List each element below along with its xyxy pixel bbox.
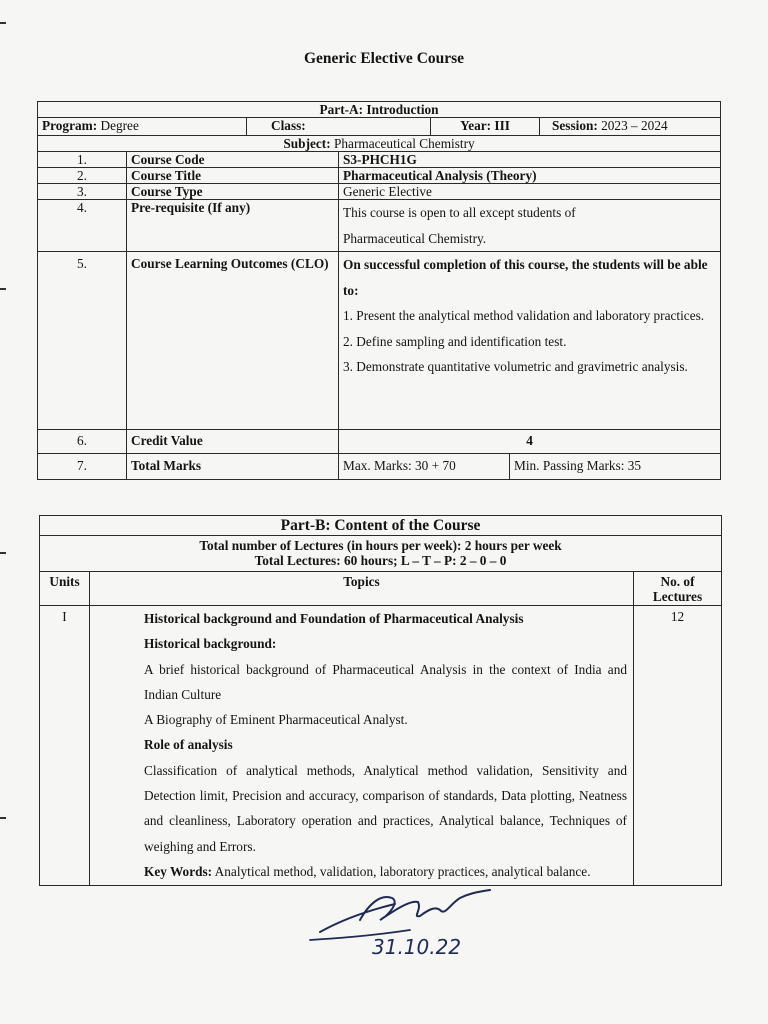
max-marks: Max. Marks: 30 + 70 [339,454,510,480]
lectures-per-week: Total number of Lectures (in hours per week): 2 hours per week [199,538,562,553]
session-cell: Session: 2023 – 2024 [540,118,721,136]
part-a-heading: Part-A: Introduction [38,102,721,118]
row-field: Total Marks [127,454,339,480]
scan-mark [0,817,6,819]
unit-paragraph: Classification of analytical methods, Analytical method validation, Sensitivity and Detection limit, Precision and accuracy, comparison of standards, Data plotting, Neatness and cleanliness, Laboratory operation and practices, Analytical balance, Techniques of weighing and Errors. [144,762,627,854]
clo-item: 2. Define sampling and identification test. [343,333,567,349]
scan-mark [0,552,6,554]
row-field: Course Code [127,152,339,168]
program-cell: Program: Degree [38,118,247,136]
prerequisite-value: This course is open to all except students of Pharmaceutical Chemistry. [339,200,721,252]
col-topics: Topics [90,572,634,606]
row-no: 3. [38,184,127,200]
part-b-heading: Part-B: Content of the Course [40,516,722,536]
col-lectures: No. of Lectures [634,572,722,606]
clo-intro: On successful completion of this course, the students will be able to: [343,257,708,298]
course-type-value: Generic Elective [339,184,721,200]
credit-value: 4 [339,430,721,454]
year-cell: Year: III [431,118,540,136]
row-no: 6. [38,430,127,454]
unit-no: I [40,606,90,886]
col-units: Units [40,572,90,606]
row-no: 5. [38,252,127,430]
part-b-table [39,515,722,886]
scan-mark [0,22,6,24]
unit-subheading: Role of analysis [144,737,233,753]
unit-lectures: 12 [634,606,722,886]
lectures-info [40,536,722,572]
course-title-value: Pharmaceutical Analysis (Theory) [339,168,721,184]
clo-cell [339,252,721,430]
clo-item: 1. Present the analytical method validation and laboratory practices. [343,308,705,323]
unit-paragraph: A Biography of Eminent Pharmaceutical Analyst. [144,712,408,728]
row-field: Pre-requisite (If any) [127,200,339,252]
course-code-value: S3-PHCH1G [339,152,721,168]
min-passing-marks: Min. Passing Marks: 35 [510,454,721,480]
row-no: 1. [38,152,127,168]
signature [300,880,530,960]
row-field: Course Learning Outcomes (CLO) [127,252,339,430]
key-words: Key Words: Analytical method, validation, laboratory practices, analytical balance. [144,863,591,879]
row-field: Course Title [127,168,339,184]
row-no: 7. [38,454,127,480]
row-field: Course Type [127,184,339,200]
page-title: Generic Elective Course [303,50,465,67]
signature-date: 31.10.22 [372,935,462,959]
clo-item: 3. Demonstrate quantitative volumetric and gravimetric analysis. [343,359,688,374]
subject-cell: Subject: Pharmaceutical Chemistry [38,136,721,152]
part-a-table [37,101,721,480]
unit-heading: Historical background and Foundation of Pharmaceutical Analysis [144,611,524,626]
class-cell: Class: [247,118,431,136]
unit-topics [90,606,634,886]
total-lectures: Total Lectures: 60 hours; L – T – P: 2 – 0 – 0 [254,553,507,568]
row-field: Credit Value [127,430,339,454]
row-no: 2. [38,168,127,184]
row-no: 4. [38,200,127,252]
unit-subheading: Historical background: [144,636,277,652]
unit-paragraph: A brief historical background of Pharmaceutical Analysis in the context of India and Indian Culture [144,661,627,702]
scan-mark [0,288,6,290]
